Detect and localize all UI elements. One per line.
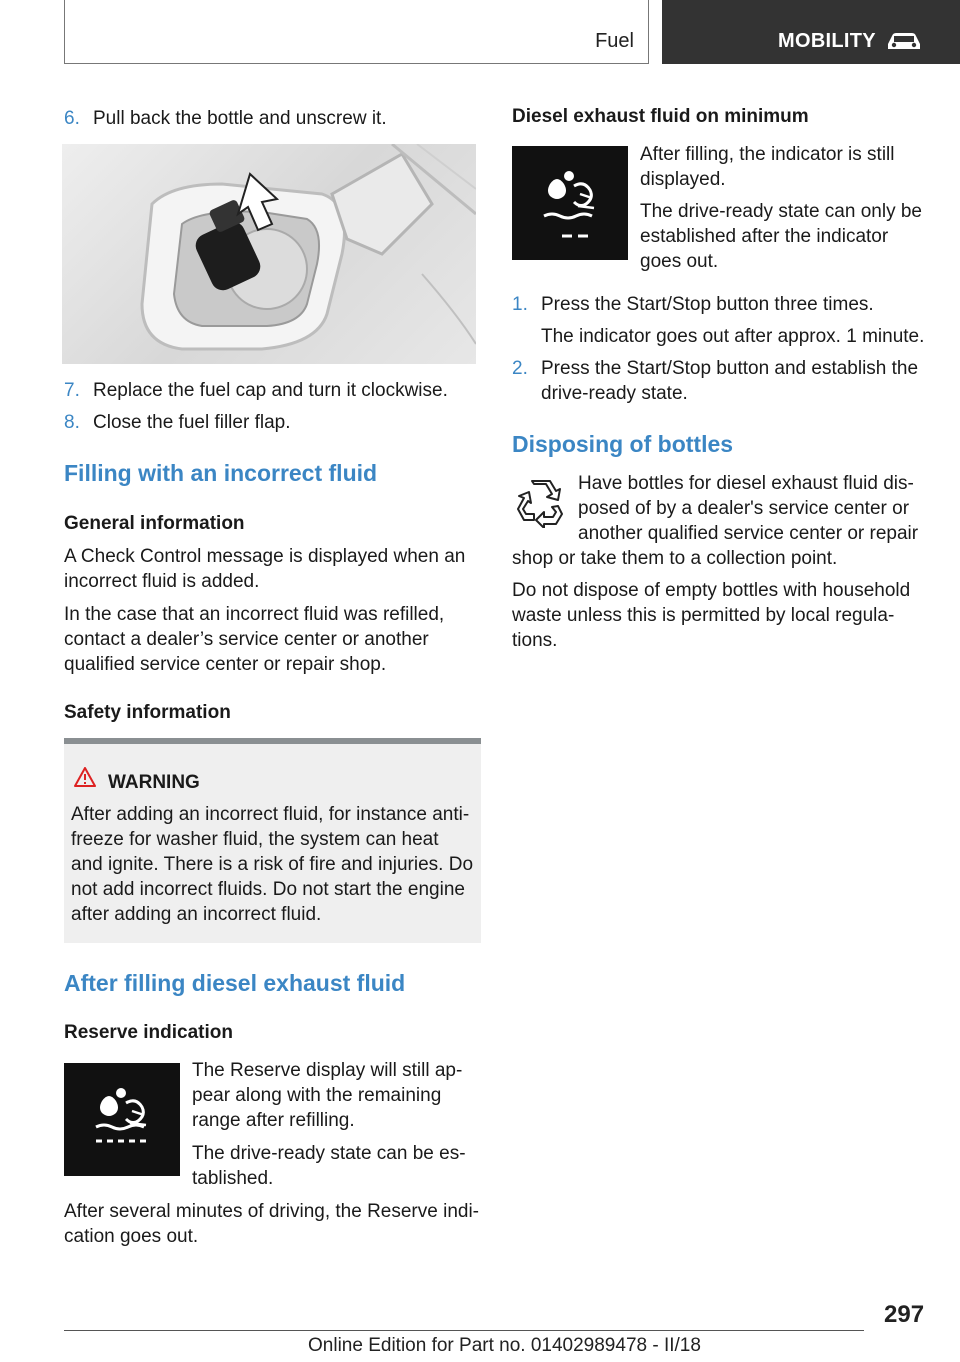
warning-text-line: not add incorrect fluids. Do not start the engine bbox=[71, 879, 465, 900]
step-2-text-continued: drive-ready state. bbox=[541, 383, 688, 404]
minimum-text-line: After filling, the indicator is still bbox=[640, 144, 895, 165]
general-text-line: incorrect fluid is added. bbox=[64, 571, 260, 592]
warning-text-line: after adding an incorrect fluid. bbox=[71, 904, 322, 925]
minimum-text-line: established after the indicator bbox=[640, 226, 889, 247]
reserve-text-line: The drive-ready state can be es- bbox=[192, 1143, 466, 1164]
step-1-note: The indicator goes out after approx. 1 minute. bbox=[541, 326, 925, 347]
warning-box bbox=[64, 738, 481, 943]
step-6 bbox=[64, 106, 387, 131]
footer-rule bbox=[64, 1330, 864, 1331]
def-reserve-indicator-icon bbox=[64, 1063, 180, 1176]
header-frame bbox=[64, 0, 649, 64]
general-text-line: A Check Control message is displayed when an bbox=[64, 546, 466, 567]
reserve-text-line: range after refilling. bbox=[192, 1110, 355, 1131]
page-number: 297 bbox=[884, 1301, 925, 1328]
warning-text-line: freeze for washer fluid, the system can heat bbox=[71, 829, 439, 850]
general-text-line: qualified service center or repair shop. bbox=[64, 654, 387, 675]
disposing-text-line: Have bottles for diesel exhaust fluid dis- bbox=[578, 473, 914, 494]
step-number: 8. bbox=[64, 412, 80, 433]
minimum-text-line: The drive-ready state can only be bbox=[640, 201, 922, 222]
disposing-text-line: waste unless this is permitted by local regula- bbox=[512, 605, 895, 626]
heading-disposing-bottles: Disposing of bottles bbox=[512, 431, 734, 457]
step-7 bbox=[64, 378, 448, 403]
step-text: Pull back the bottle and unscrew it. bbox=[93, 108, 387, 129]
heading-incorrect-fluid: Filling with an incorrect fluid bbox=[64, 460, 378, 486]
step-text: Replace the fuel cap and turn it clockwise. bbox=[93, 380, 448, 401]
reserve-text-line: After several minutes of driving, the Reserve indi- bbox=[64, 1201, 480, 1222]
heading-safety-information: Safety information bbox=[64, 702, 231, 723]
section-title: Fuel bbox=[595, 30, 634, 52]
reserve-text-line: The Reserve display will still ap- bbox=[192, 1060, 463, 1081]
step-text: Press the Start/Stop button three times. bbox=[541, 294, 874, 315]
heading-reserve-indication: Reserve indication bbox=[64, 1022, 233, 1043]
minimum-text-line: displayed. bbox=[640, 169, 726, 190]
disposing-text-line: shop or take them to a collection point. bbox=[512, 548, 838, 569]
disposing-text-line: tions. bbox=[512, 630, 558, 651]
recycling-icon bbox=[514, 476, 566, 528]
heading-general-information: General information bbox=[64, 513, 245, 534]
step-1 bbox=[512, 292, 874, 317]
step-2 bbox=[512, 356, 919, 381]
disposing-text-line: another qualified service center or repair bbox=[578, 523, 919, 544]
step-number: 7. bbox=[64, 380, 80, 401]
general-text-line: In the case that an incorrect fluid was refilled, bbox=[64, 604, 445, 625]
reserve-text-line: cation goes out. bbox=[64, 1226, 199, 1247]
reserve-text-line: pear along with the remaining bbox=[192, 1085, 442, 1106]
disposing-text-line: Do not dispose of empty bottles with household bbox=[512, 580, 911, 601]
general-text-line: contact a dealer’s service center or another bbox=[64, 629, 429, 650]
heading-after-filling: After filling diesel exhaust fluid bbox=[64, 970, 406, 996]
warning-title: WARNING bbox=[108, 772, 200, 793]
step-8 bbox=[64, 410, 291, 435]
step-text: Press the Start/Stop button and establish the bbox=[541, 358, 919, 379]
warning-triangle-icon bbox=[74, 767, 96, 787]
reserve-text-line: tablished. bbox=[192, 1168, 274, 1189]
heading-def-minimum: Diesel exhaust fluid on minimum bbox=[512, 106, 809, 127]
step-number: 6. bbox=[64, 108, 80, 129]
warning-text-line: After adding an incorrect fluid, for instance anti- bbox=[71, 804, 470, 825]
step-number: 1. bbox=[512, 294, 528, 315]
def-minimum-indicator-icon bbox=[512, 146, 628, 260]
step-number: 2. bbox=[512, 358, 528, 379]
step-text: Close the fuel filler flap. bbox=[93, 412, 291, 433]
fuel-filler-photo bbox=[62, 144, 476, 364]
footer-edition: Online Edition for Part no. 01402989478 - II/18 bbox=[308, 1335, 701, 1356]
chapter-title: MOBILITY bbox=[778, 30, 876, 52]
warning-text-line: and ignite. There is a risk of fire and injuries. Do bbox=[71, 854, 474, 875]
minimum-text-line: goes out. bbox=[640, 251, 719, 272]
car-icon bbox=[884, 30, 924, 52]
disposing-text-line: posed of by a dealer's service center or bbox=[578, 498, 910, 519]
